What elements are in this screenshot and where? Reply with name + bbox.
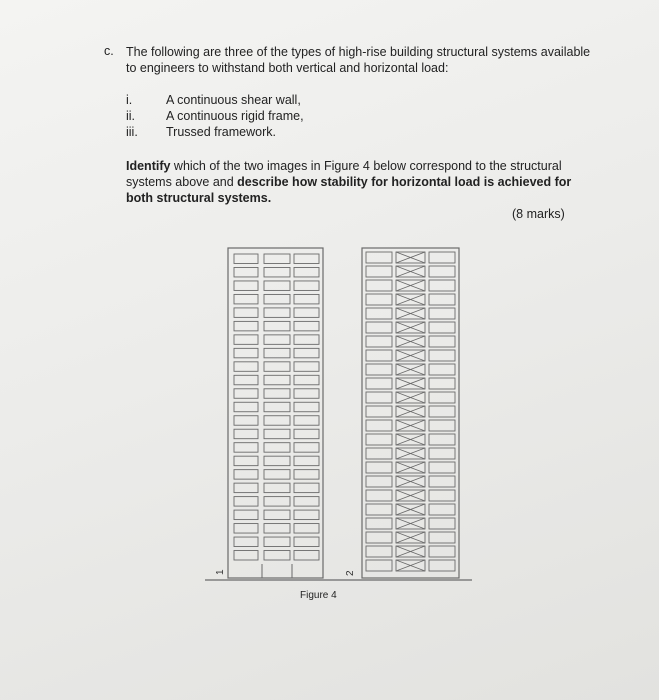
frame-bay — [366, 252, 392, 263]
frame-bay — [429, 406, 455, 417]
list-text: A continuous shear wall, — [166, 93, 301, 107]
figure-caption: Figure 4 — [300, 590, 337, 601]
frame-bay — [294, 402, 319, 411]
frame-bay — [429, 532, 455, 543]
frame-bay — [366, 308, 392, 319]
frame-bay — [429, 280, 455, 291]
frame-bay — [294, 254, 319, 263]
frame-bay — [429, 364, 455, 375]
figure-label-2: 2 — [345, 570, 356, 576]
frame-bay — [234, 524, 258, 533]
frame-bay — [234, 362, 258, 371]
frame-bay — [234, 470, 258, 479]
marks-label: (8 marks) — [512, 207, 565, 221]
frame-bay — [264, 551, 290, 560]
frame-bay — [294, 294, 319, 303]
frame-bay — [366, 532, 392, 543]
frame-bay — [429, 252, 455, 263]
frame-bay — [234, 281, 258, 290]
frame-bay — [366, 434, 392, 445]
frame-bay — [294, 537, 319, 546]
frame-bay — [234, 267, 258, 276]
frame-bay — [264, 510, 290, 519]
instruction-bold-describe: describe how stability for horizontal load is achieved for both structural systems. — [126, 175, 572, 205]
frame-bay — [234, 294, 258, 303]
building-2-trussed-frame — [340, 248, 472, 580]
frame-bay — [264, 362, 290, 371]
frame-bay — [264, 537, 290, 546]
building-1-rigid-frame — [205, 248, 340, 580]
frame-bay — [429, 560, 455, 571]
frame-bay — [264, 429, 290, 438]
frame-bay — [234, 429, 258, 438]
frame-bay — [264, 497, 290, 506]
frame-bay — [234, 537, 258, 546]
frame-bay — [294, 348, 319, 357]
frame-bay — [366, 350, 392, 361]
frame-bay — [294, 362, 319, 371]
question-number: c. — [104, 44, 114, 58]
frame-bay — [234, 551, 258, 560]
frame-bay — [264, 483, 290, 492]
frame-bay — [366, 504, 392, 515]
frame-bay — [366, 280, 392, 291]
frame-bay — [429, 322, 455, 333]
frame-bay — [429, 546, 455, 557]
frame-bay — [264, 443, 290, 452]
list-text: A continuous rigid frame, — [166, 109, 304, 123]
frame-bay — [429, 336, 455, 347]
frame-bay — [264, 375, 290, 384]
frame-bay — [429, 434, 455, 445]
frame-bay — [429, 308, 455, 319]
frame-bay — [429, 448, 455, 459]
frame-bay — [264, 389, 290, 398]
list-numeral: i. — [126, 93, 133, 107]
frame-bay — [366, 420, 392, 431]
frame-bay — [234, 483, 258, 492]
building-outline — [362, 248, 459, 578]
frame-bay — [366, 322, 392, 333]
frame-bay — [429, 504, 455, 515]
frame-bay — [234, 348, 258, 357]
list-numeral: ii. — [126, 109, 136, 123]
frame-bay — [429, 294, 455, 305]
frame-bay — [366, 336, 392, 347]
question-intro: The following are three of the types of high-rise building structural systems available to engineers to withstand both vertical and horizontal load: — [126, 45, 591, 75]
frame-bay — [294, 429, 319, 438]
frame-bay — [234, 254, 258, 263]
frame-bay — [429, 266, 455, 277]
frame-bay — [264, 456, 290, 465]
frame-bay — [234, 456, 258, 465]
frame-bay — [366, 406, 392, 417]
frame-bay — [234, 402, 258, 411]
frame-bay — [366, 546, 392, 557]
frame-bay — [264, 470, 290, 479]
instruction-plain: which of the two images in Figure 4 below correspond to the structural systems above and — [126, 159, 562, 189]
frame-bay — [264, 402, 290, 411]
building-outline — [228, 248, 323, 578]
frame-bay — [294, 551, 319, 560]
frame-bay — [264, 254, 290, 263]
frame-bay — [294, 308, 319, 317]
frame-bay — [366, 364, 392, 375]
frame-bay — [264, 321, 290, 330]
frame-bay — [294, 321, 319, 330]
frame-bay — [366, 392, 392, 403]
frame-bay — [366, 476, 392, 487]
frame-bay — [234, 375, 258, 384]
frame-bay — [429, 518, 455, 529]
frame-bay — [294, 335, 319, 344]
frame-bay — [234, 308, 258, 317]
frame-bay — [366, 448, 392, 459]
frame-bay — [294, 389, 319, 398]
frame-bay — [366, 518, 392, 529]
frame-bay — [429, 378, 455, 389]
frame-bay — [366, 266, 392, 277]
frame-bay — [429, 350, 455, 361]
figure-label-1: 1 — [215, 569, 226, 575]
frame-bay — [366, 462, 392, 473]
frame-bay — [294, 443, 319, 452]
frame-bay — [264, 348, 290, 357]
frame-bay — [264, 416, 290, 425]
frame-bay — [429, 476, 455, 487]
frame-bay — [234, 389, 258, 398]
frame-bay — [294, 267, 319, 276]
frame-bay — [234, 335, 258, 344]
frame-bay — [294, 416, 319, 425]
frame-bay — [264, 524, 290, 533]
frame-bay — [294, 524, 319, 533]
frame-bay — [234, 497, 258, 506]
frame-bay — [294, 375, 319, 384]
frame-bay — [294, 470, 319, 479]
frame-bay — [264, 308, 290, 317]
frame-bay — [234, 416, 258, 425]
frame-bay — [366, 378, 392, 389]
frame-bay — [294, 497, 319, 506]
frame-bay — [294, 456, 319, 465]
frame-bay — [234, 321, 258, 330]
frame-bay — [294, 483, 319, 492]
frame-bay — [264, 281, 290, 290]
frame-bay — [294, 510, 319, 519]
frame-bay — [264, 335, 290, 344]
frame-bay — [429, 392, 455, 403]
instruction-bold-identify: Identify — [126, 159, 171, 173]
frame-bay — [366, 294, 392, 305]
frame-bay — [429, 420, 455, 431]
frame-bay — [264, 294, 290, 303]
frame-bay — [366, 560, 392, 571]
frame-bay — [429, 462, 455, 473]
frame-bay — [366, 490, 392, 501]
frame-bay — [234, 443, 258, 452]
frame-bay — [264, 267, 290, 276]
frame-bay — [429, 490, 455, 501]
list-text: Trussed framework. — [166, 125, 276, 139]
list-numeral: iii. — [126, 125, 138, 139]
frame-bay — [294, 281, 319, 290]
frame-bay — [234, 510, 258, 519]
